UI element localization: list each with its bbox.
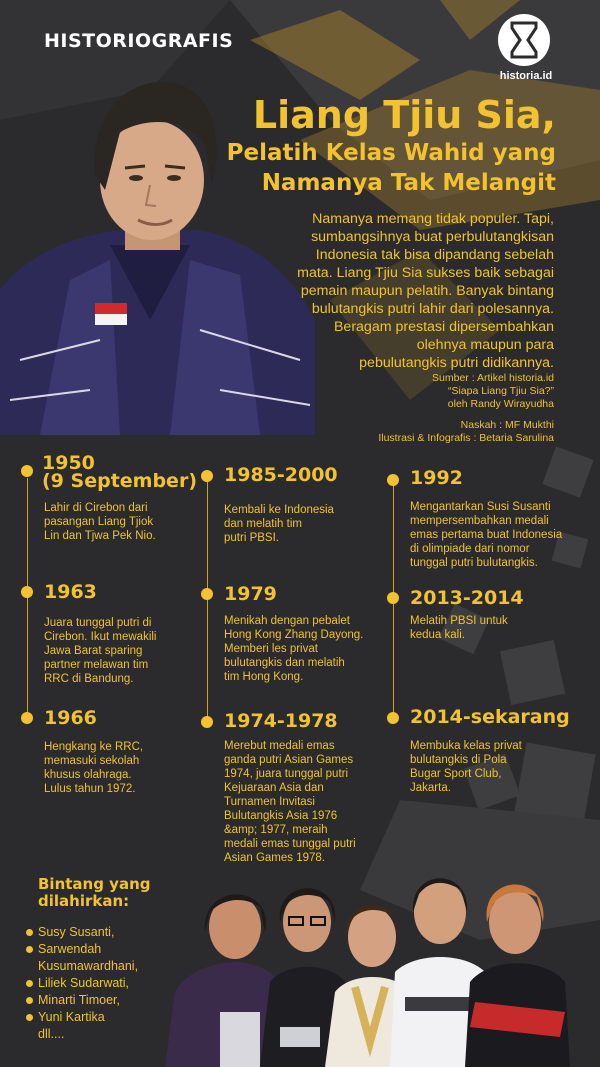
intro-line: Beragam prestasi dipersembahkan — [333, 319, 554, 335]
text-line: memasuki sekolah — [44, 755, 140, 767]
star-name: Yuni Kartika — [38, 1010, 105, 1024]
stars-heading-line: dilahirkan: — [38, 892, 130, 910]
timeline-year: 1966 — [44, 707, 97, 729]
text-line: Hengkang ke RRC, — [44, 741, 144, 753]
source-line: “Siapa Liang Tjiu Sia?” — [447, 385, 554, 397]
timeline-year: 1979 — [224, 583, 277, 605]
text-line: 1974, juara tunggal putri — [224, 768, 349, 780]
source-line: oleh Randy Wirayudha — [447, 398, 554, 410]
timeline-dot — [201, 716, 213, 728]
title-line-3: Namanya Tak Melangit — [261, 170, 556, 196]
timeline-text — [224, 614, 363, 684]
list-item — [26, 992, 138, 1009]
bullet-icon — [26, 997, 33, 1004]
text-line: Jawa Barat sparing — [44, 645, 143, 657]
text-line: emas pertama buat Indonesia — [410, 529, 563, 541]
text-line: Asian Games 1978. — [224, 852, 326, 864]
bullet-icon — [26, 1014, 33, 1021]
timeline-text — [44, 740, 143, 796]
decor-square — [542, 446, 593, 497]
bullet-icon — [26, 929, 33, 936]
timeline-year: 1992 — [410, 467, 463, 489]
text-line: Bulutangkis Asia 1976 — [224, 810, 338, 822]
timeline-text — [410, 614, 508, 642]
text-line: Memberi les privat — [224, 643, 318, 655]
text-line: bulutangkis dan melatih — [224, 657, 345, 669]
text-line: Jakarta. — [410, 782, 451, 794]
text-line: Cirebon. Ikut mewakili — [44, 631, 157, 643]
text-line: tim Hong Kong. — [224, 671, 304, 683]
timeline-text — [224, 503, 334, 545]
timeline-dot — [21, 465, 33, 477]
text-line: partner melawan tim — [44, 659, 149, 671]
text-line: Melatih PBSI untuk — [410, 615, 508, 627]
list-item — [26, 924, 138, 941]
text-line: Kembali ke Indonesia — [224, 504, 334, 516]
timeline-text — [44, 501, 156, 543]
text-line: Hong Kong Zhang Dayong. — [224, 629, 364, 641]
page-title — [227, 92, 556, 198]
text-line: khusus olahraga. — [44, 769, 132, 781]
text-line: pasangan Liang Tjiok — [44, 516, 154, 528]
text-line: Lin dan Tjwa Pek Nio. — [44, 530, 156, 542]
text-line: Lahir di Cirebon dari — [44, 502, 148, 514]
intro-line: pemain maupun pelatih. Banyak bintang — [300, 283, 554, 299]
timeline-dot — [201, 588, 213, 600]
text-line: Lulus tahun 1972. — [44, 783, 136, 795]
timeline-year: 1963 — [44, 581, 97, 603]
intro-line: sumbangsihnya buat perbulutangkisan — [311, 229, 554, 245]
timeline-year: 1974-1978 — [224, 710, 338, 732]
timeline-dot — [21, 586, 33, 598]
timeline-line-1 — [27, 478, 28, 718]
text-line: RRC di Bandung. — [44, 673, 134, 685]
intro-line: Namanya memang tidak populer. Tapi, — [312, 211, 554, 227]
text-line: di olimpiade dari nomor — [410, 543, 530, 555]
star-name: Kusumawardhani, — [38, 959, 139, 973]
text-line: Juara tunggal putri di — [44, 617, 152, 629]
timeline-year: 1950 — [42, 452, 95, 474]
title-line-2: Pelatih Kelas Wahid yang — [226, 140, 556, 166]
historiografis-brand: HISTORIOGRAFIS — [44, 30, 234, 52]
historia-logo-text: historia.id — [499, 70, 553, 82]
text-line: Menikah dengan pebalet — [224, 615, 350, 627]
historia-logo-icon — [498, 14, 550, 66]
text-line: Membuka kelas privat — [410, 740, 522, 752]
text-line: Merebut medali emas — [224, 740, 335, 752]
text-line: dan melatih tim — [224, 518, 302, 530]
star-name: Liliek Sudarwati, — [38, 976, 130, 990]
naskah-credit: Naskah : MF Mukthi — [460, 419, 554, 431]
intro-line: bulutangkis putri lahir dari polesannya. — [311, 301, 554, 317]
bullet-icon — [26, 946, 33, 953]
timeline-text — [224, 739, 356, 865]
title-line-1: Liang Tjiu Sia, — [252, 93, 556, 137]
text-line: bulutangkis di Pola — [410, 754, 507, 766]
intro-line: mata. Liang Tjiu Sia sukses baik sebagai — [297, 265, 554, 281]
timeline-dot — [387, 592, 399, 604]
bullet-icon — [26, 980, 33, 987]
text-line: kedua kali. — [410, 629, 465, 641]
credits — [378, 372, 554, 445]
timeline-dot — [201, 470, 213, 482]
source-line: Sumber : Artikel historia.id — [432, 372, 554, 384]
intro-line: pebulutangkis putri didikannya. — [359, 355, 554, 371]
list-item-more — [26, 1026, 138, 1043]
illustration-credit: Ilustrasi & Infografis : Betaria Sarulina — [378, 432, 554, 444]
star-name: Sarwendah — [38, 942, 102, 956]
badminton-stars-group-photo — [165, 862, 600, 1067]
timeline-year: 2013-2014 — [410, 587, 524, 609]
text-line: Turnamen Invitasi — [224, 796, 315, 808]
text-line: Mengantarkan Susi Susanti — [410, 501, 551, 513]
star-name: Susy Susanti, — [38, 925, 115, 939]
star-name: Minarti Timoer, — [38, 993, 120, 1007]
timeline-text — [410, 500, 562, 570]
intro-line: Indonesia tak bisa dipandang sebelah — [315, 247, 554, 263]
timeline-year: 2014-sekarang — [410, 706, 570, 728]
text-line: Kejuaraan Asia dan — [224, 782, 324, 794]
timeline-dot — [387, 474, 399, 486]
text-line: mempersembahkan medali — [410, 515, 549, 527]
text-line: Bugar Sport Club, — [410, 768, 502, 780]
text-line: tunggal putri bulutangkis. — [410, 557, 538, 569]
text-line: putri PBSI. — [224, 532, 279, 544]
stars-heading-line: Bintang yang — [38, 875, 151, 893]
decor-square — [500, 640, 565, 705]
timeline-year: 1985-2000 — [224, 464, 338, 486]
stars-list — [26, 924, 138, 1043]
intro-line: olehnya maupun para — [416, 337, 554, 353]
timeline-line-2 — [207, 478, 208, 722]
text-line: medali emas tunggal putri — [224, 838, 356, 850]
list-item — [26, 941, 138, 958]
list-item — [26, 1009, 138, 1026]
timeline-text — [410, 739, 522, 795]
hourglass-icon — [507, 20, 541, 60]
list-item — [26, 975, 138, 992]
timeline-dot — [387, 712, 399, 724]
text-line: ganda putri Asian Games — [224, 754, 354, 766]
stars-heading — [38, 876, 151, 910]
timeline-year-detail: (9 September) — [42, 470, 197, 492]
timeline-text — [44, 616, 156, 686]
intro-paragraph — [264, 210, 554, 372]
list-item-continuation — [26, 958, 138, 975]
timeline-dot — [21, 712, 33, 724]
more-text: dll.... — [38, 1027, 65, 1041]
text-line: &amp; 1977, meraih — [224, 824, 328, 836]
